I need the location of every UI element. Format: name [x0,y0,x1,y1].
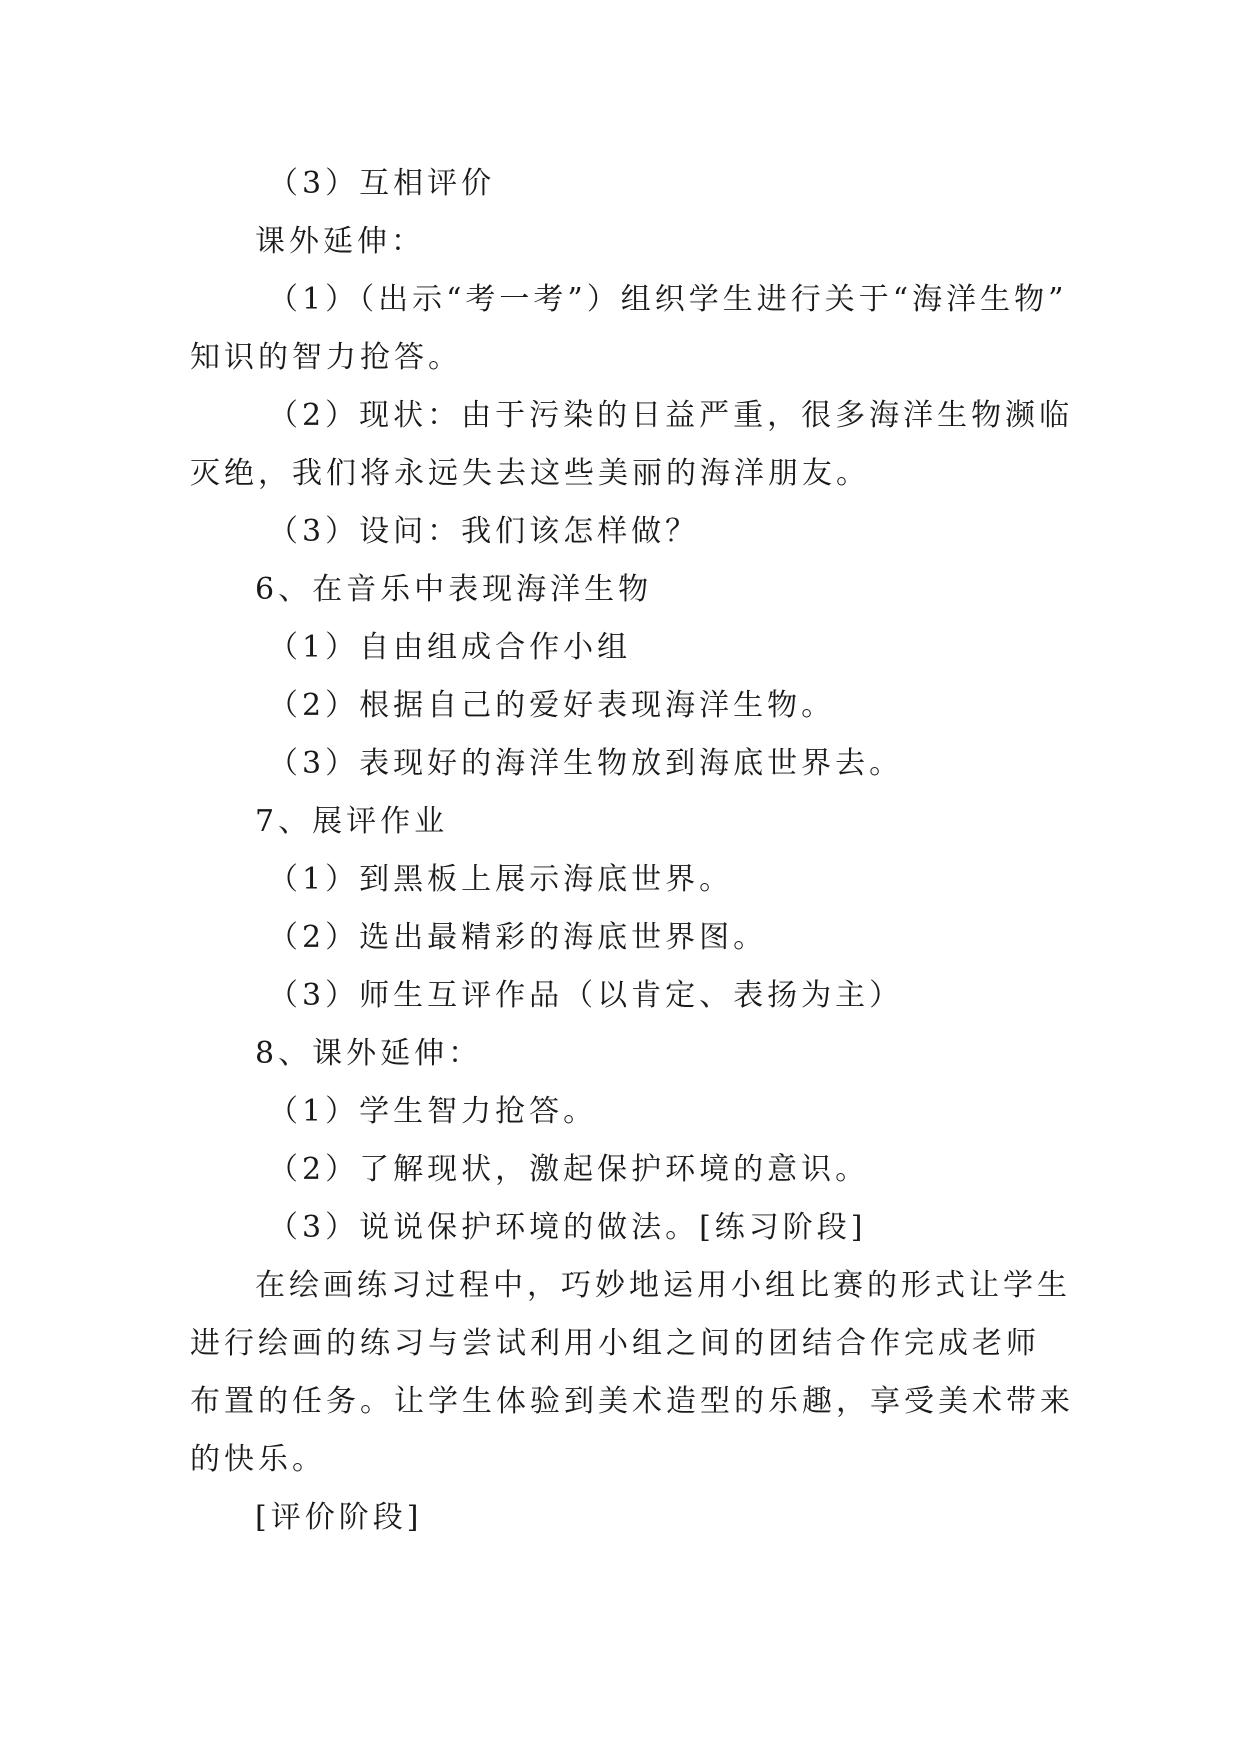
text-line: 布置的任务。让学生体验到美术造型的乐趣，享受美术带来 [190,1384,1074,1419]
text-line: （2）根据自己的爱好表现海洋生物。 [268,688,836,723]
text-line: （1）学生智力抢答。 [268,1094,598,1129]
text-line: 7、展评作业 [255,804,449,839]
text-line: （3）说说保护环境的做法。[练习阶段] [268,1210,867,1245]
text-line: 课外延伸： [255,224,425,259]
text-line: （2）现状：由于污染的日益严重，很多海洋生物濒临 [268,398,1074,433]
text-line: （3）师生互评作品（以肯定、表扬为主） [268,978,904,1013]
text-line: 8、课外延伸： [255,1036,483,1071]
text-line: （3）互相评价 [268,166,496,201]
text-line: （3）设问：我们该怎样做？ [268,514,700,549]
text-line: 灭绝，我们将永远失去这些美丽的海洋朋友。 [190,456,870,491]
text-line: （3）表现好的海洋生物放到海底世界去。 [268,746,904,781]
text-line: （2）选出最精彩的海底世界图。 [268,920,768,955]
text-line: 进行绘画的练习与尝试利用小组之间的团结合作完成老师 [190,1326,1040,1361]
text-line: （1）（出示“考一考”）组织学生进行关于“海洋生物” [268,282,1068,317]
text-line: （1）到黑板上展示海底世界。 [268,862,734,897]
text-line: 的快乐。 [190,1442,326,1477]
text-line: （2）了解现状，激起保护环境的意识。 [268,1152,870,1187]
text-line: [评价阶段] [255,1500,423,1535]
text-line: 6、在音乐中表现海洋生物 [255,572,653,607]
text-line: 知识的智力抢答。 [190,340,462,375]
text-line: （1）自由组成合作小组 [268,630,632,665]
text-line: 在绘画练习过程中，巧妙地运用小组比赛的形式让学生 [255,1268,1071,1303]
